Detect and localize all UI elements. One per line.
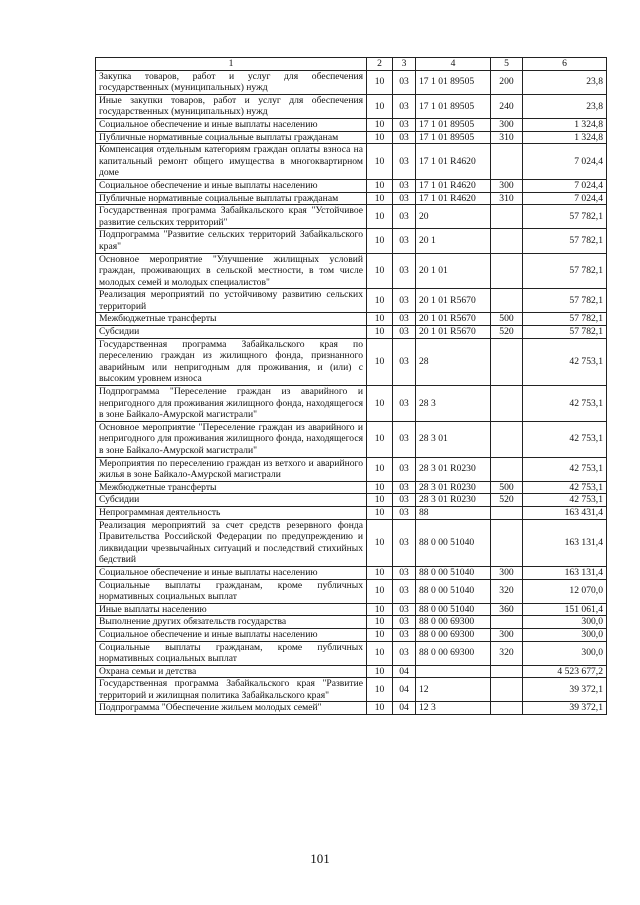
row-expense-type: 300: [491, 628, 523, 641]
row-expense-type: [491, 506, 523, 519]
row-amount: 163 431,4: [523, 506, 607, 519]
row-name: Закупка товаров, работ и услуг для обеспечения государственных (муниципальных) нужд: [96, 70, 367, 94]
row-expense-type: [491, 386, 523, 422]
row-name: Подпрограмма "Развитие сельских территорий Забайкальского края": [96, 229, 367, 253]
page-number: 101: [310, 851, 330, 866]
row-expense-type: [491, 702, 523, 715]
row-expense-type: 200: [491, 70, 523, 94]
row-name: Иные закупки товаров, работ и услуг для обеспечения государственных (муниципальных) нужд: [96, 94, 367, 118]
table-row: [96, 616, 607, 629]
row-section: 10: [367, 289, 393, 313]
row-section: 10: [367, 457, 393, 481]
row-target-article: 17 1 01 89505: [416, 118, 491, 131]
row-subsection: 03: [393, 641, 416, 665]
table-row: [96, 229, 607, 253]
row-target-article: 20 1 01 R5670: [416, 289, 491, 313]
row-name: Реализация мероприятий по устойчивому развитию сельских территорий: [96, 289, 367, 313]
row-amount: 42 753,1: [523, 386, 607, 422]
table-row: [96, 192, 607, 205]
row-name: Государственная программа Забайкальского края "Устойчивое развитие сельских территорий": [96, 205, 367, 229]
row-subsection: 03: [393, 628, 416, 641]
row-name: Основное мероприятие "Переселение граждан из аварийного и непригодного для проживания жилищного фонда, находящегося в зоне Байкало-Амурской магистрали": [96, 421, 367, 457]
row-amount: 151 061,4: [523, 603, 607, 616]
row-subsection: 03: [393, 421, 416, 457]
row-name: Социальное обеспечение и иные выплаты населению: [96, 179, 367, 192]
row-expense-type: 360: [491, 603, 523, 616]
header-col-4: 4: [416, 58, 491, 71]
table-row: [96, 205, 607, 229]
row-section: 10: [367, 421, 393, 457]
row-subsection: 03: [393, 229, 416, 253]
row-section: 10: [367, 603, 393, 616]
row-name: Компенсация отдельным категориям граждан оплаты взноса на капитальный ремонт общего имущества в многоквартирном доме: [96, 144, 367, 180]
row-expense-type: 520: [491, 494, 523, 507]
row-section: 10: [367, 229, 393, 253]
table-row: [96, 338, 607, 385]
row-section: 10: [367, 702, 393, 715]
row-amount: 42 753,1: [523, 494, 607, 507]
table-row: [96, 628, 607, 641]
table-row: [96, 678, 607, 702]
header-col-3: 3: [393, 58, 416, 71]
header-col-6: 6: [523, 58, 607, 71]
row-amount: 57 782,1: [523, 313, 607, 326]
table-row: [96, 70, 607, 94]
row-expense-type: [491, 678, 523, 702]
table-row: [96, 457, 607, 481]
row-amount: 42 753,1: [523, 338, 607, 385]
row-name: Публичные нормативные социальные выплаты гражданам: [96, 131, 367, 144]
row-amount: 12 070,0: [523, 579, 607, 603]
row-amount: 57 782,1: [523, 229, 607, 253]
row-name: Социальные выплаты гражданам, кроме публичных нормативных социальных выплат: [96, 579, 367, 603]
row-subsection: 04: [393, 702, 416, 715]
row-expense-type: [491, 616, 523, 629]
row-name: Социальное обеспечение и иные выплаты населению: [96, 628, 367, 641]
row-subsection: 03: [393, 313, 416, 326]
row-expense-type: [491, 289, 523, 313]
row-expense-type: 320: [491, 641, 523, 665]
row-name: Публичные нормативные социальные выплаты гражданам: [96, 192, 367, 205]
row-expense-type: 310: [491, 192, 523, 205]
row-name: Реализация мероприятий за счет средств резервного фонда Правительства Российской Федерации по предупреждению и ликвидации чрезвычайных ситуаций и последствий стихийных бедствий: [96, 519, 367, 566]
row-name: Подпрограмма "Переселение граждан из аварийного и непригодного для проживания жилищного фонда, находящегося в зоне Байкало-Амурской магистрали": [96, 386, 367, 422]
row-section: 10: [367, 678, 393, 702]
row-target-article: 20 1 01 R5670: [416, 313, 491, 326]
row-section: 10: [367, 131, 393, 144]
row-name: Социальное обеспечение и иные выплаты населению: [96, 118, 367, 131]
row-section: 10: [367, 338, 393, 385]
row-subsection: 03: [393, 616, 416, 629]
row-target-article: 88 0 00 51040: [416, 603, 491, 616]
table-row: [96, 313, 607, 326]
row-section: 10: [367, 616, 393, 629]
row-subsection: 03: [393, 94, 416, 118]
row-target-article: 88: [416, 506, 491, 519]
row-subsection: 03: [393, 494, 416, 507]
row-name: Государственная программа Забайкальского края по переселению граждан из жилищного фонда, признанного аварийным или непригодным для проживания, и (или) с высоким уровнем износа: [96, 338, 367, 385]
row-target-article: 12 3: [416, 702, 491, 715]
row-expense-type: [491, 338, 523, 385]
row-amount: 57 782,1: [523, 253, 607, 289]
row-target-article: 20: [416, 205, 491, 229]
row-section: 10: [367, 665, 393, 678]
row-expense-type: 240: [491, 94, 523, 118]
row-amount: 42 753,1: [523, 421, 607, 457]
table-row: [96, 566, 607, 579]
row-target-article: 28: [416, 338, 491, 385]
row-subsection: 04: [393, 678, 416, 702]
row-target-article: 28 3 01 R0230: [416, 494, 491, 507]
row-target-article: 17 1 01 89505: [416, 94, 491, 118]
table-row: [96, 326, 607, 339]
row-target-article: [416, 665, 491, 678]
row-target-article: 28 3 01: [416, 421, 491, 457]
row-subsection: 04: [393, 665, 416, 678]
row-expense-type: [491, 144, 523, 180]
table-row: [96, 494, 607, 507]
row-amount: 23,8: [523, 94, 607, 118]
table-header-row: [96, 58, 607, 71]
row-name: Социальное обеспечение и иные выплаты населению: [96, 566, 367, 579]
table-row: [96, 506, 607, 519]
row-section: 10: [367, 641, 393, 665]
header-col-2: 2: [367, 58, 393, 71]
row-expense-type: [491, 253, 523, 289]
row-subsection: 03: [393, 179, 416, 192]
row-target-article: 28 3: [416, 386, 491, 422]
row-amount: 42 753,1: [523, 457, 607, 481]
row-amount: 57 782,1: [523, 205, 607, 229]
row-section: 10: [367, 481, 393, 494]
row-amount: 7 024,4: [523, 192, 607, 205]
row-amount: 57 782,1: [523, 289, 607, 313]
row-subsection: 03: [393, 386, 416, 422]
row-subsection: 03: [393, 289, 416, 313]
row-target-article: 88 0 00 51040: [416, 519, 491, 566]
row-subsection: 03: [393, 603, 416, 616]
row-subsection: 03: [393, 338, 416, 385]
row-amount: 300,0: [523, 641, 607, 665]
row-section: 10: [367, 144, 393, 180]
row-expense-type: 310: [491, 131, 523, 144]
row-name: Выполнение других обязательств государства: [96, 616, 367, 629]
row-section: 10: [367, 519, 393, 566]
row-amount: 7 024,4: [523, 179, 607, 192]
row-name: Иные выплаты населению: [96, 603, 367, 616]
row-name: Непрограммная деятельность: [96, 506, 367, 519]
row-amount: 300,0: [523, 628, 607, 641]
row-section: 10: [367, 506, 393, 519]
row-target-article: 88 0 00 69300: [416, 641, 491, 665]
table-row: [96, 603, 607, 616]
row-target-article: 28 3 01 R0230: [416, 481, 491, 494]
row-expense-type: 300: [491, 566, 523, 579]
row-section: 10: [367, 628, 393, 641]
table-row: [96, 702, 607, 715]
row-expense-type: [491, 665, 523, 678]
row-section: 10: [367, 94, 393, 118]
row-expense-type: 500: [491, 481, 523, 494]
row-target-article: 17 1 01 89505: [416, 70, 491, 94]
row-expense-type: 500: [491, 313, 523, 326]
row-target-article: 88 0 00 69300: [416, 616, 491, 629]
row-expense-type: 300: [491, 179, 523, 192]
row-amount: 163 131,4: [523, 566, 607, 579]
table-row: [96, 641, 607, 665]
row-amount: 39 372,1: [523, 678, 607, 702]
row-expense-type: [491, 229, 523, 253]
row-expense-type: [491, 457, 523, 481]
row-target-article: 20 1 01: [416, 253, 491, 289]
row-amount: 57 782,1: [523, 326, 607, 339]
table-row: [96, 144, 607, 180]
row-section: 10: [367, 70, 393, 94]
row-subsection: 03: [393, 118, 416, 131]
row-target-article: 17 1 01 R4620: [416, 179, 491, 192]
row-amount: 39 372,1: [523, 702, 607, 715]
row-section: 10: [367, 179, 393, 192]
row-section: 10: [367, 205, 393, 229]
row-subsection: 03: [393, 326, 416, 339]
table-row: [96, 386, 607, 422]
row-name: Межбюджетные трансферты: [96, 313, 367, 326]
row-target-article: 17 1 01 89505: [416, 131, 491, 144]
row-amount: 23,8: [523, 70, 607, 94]
row-target-article: 88 0 00 51040: [416, 566, 491, 579]
row-subsection: 03: [393, 457, 416, 481]
row-target-article: 17 1 01 R4620: [416, 192, 491, 205]
row-section: 10: [367, 313, 393, 326]
row-amount: 300,0: [523, 616, 607, 629]
row-target-article: 17 1 01 R4620: [416, 144, 491, 180]
row-subsection: 03: [393, 506, 416, 519]
table-row: [96, 421, 607, 457]
row-expense-type: 520: [491, 326, 523, 339]
row-target-article: 20 1 01 R5670: [416, 326, 491, 339]
header-col-1: 1: [96, 58, 367, 71]
table-row: [96, 94, 607, 118]
row-subsection: 03: [393, 253, 416, 289]
row-subsection: 03: [393, 192, 416, 205]
table-row: [96, 179, 607, 192]
row-target-article: 20 1: [416, 229, 491, 253]
row-amount: 1 324,8: [523, 131, 607, 144]
row-expense-type: [491, 421, 523, 457]
table-row: [96, 481, 607, 494]
row-subsection: 03: [393, 519, 416, 566]
row-target-article: 12: [416, 678, 491, 702]
row-section: 10: [367, 386, 393, 422]
row-subsection: 03: [393, 481, 416, 494]
row-subsection: 03: [393, 579, 416, 603]
row-name: Субсидии: [96, 494, 367, 507]
row-amount: 7 024,4: [523, 144, 607, 180]
row-name: Государственная программа Забайкальского края "Развитие территорий и жилищная политика Забайкальского края": [96, 678, 367, 702]
row-name: Подпрограмма "Обеспечение жильем молодых семей": [96, 702, 367, 715]
row-target-article: 28 3 01 R0230: [416, 457, 491, 481]
row-section: 10: [367, 326, 393, 339]
row-amount: 42 753,1: [523, 481, 607, 494]
row-subsection: 03: [393, 144, 416, 180]
row-name: Социальные выплаты гражданам, кроме публичных нормативных социальных выплат: [96, 641, 367, 665]
header-col-5: 5: [491, 58, 523, 71]
table-row: [96, 118, 607, 131]
row-name: Основное мероприятие "Улучшение жилищных условий граждан, проживающих в сельской местности, в том числе молодых семей и молодых специалистов": [96, 253, 367, 289]
row-subsection: 03: [393, 70, 416, 94]
table-row: [96, 519, 607, 566]
table-row: [96, 131, 607, 144]
row-section: 10: [367, 494, 393, 507]
row-section: 10: [367, 566, 393, 579]
row-section: 10: [367, 192, 393, 205]
row-expense-type: 300: [491, 118, 523, 131]
row-name: Межбюджетные трансферты: [96, 481, 367, 494]
table-row: [96, 253, 607, 289]
row-amount: 1 324,8: [523, 118, 607, 131]
row-section: 10: [367, 118, 393, 131]
row-target-article: 88 0 00 51040: [416, 579, 491, 603]
budget-table: [95, 57, 607, 715]
row-name: Субсидии: [96, 326, 367, 339]
table-row: [96, 665, 607, 678]
row-section: 10: [367, 253, 393, 289]
row-subsection: 03: [393, 131, 416, 144]
row-name: Охрана семьи и детства: [96, 665, 367, 678]
row-name: Мероприятия по переселению граждан из ветхого и аварийного жилья в зоне Байкало-Амурской магистрали: [96, 457, 367, 481]
row-expense-type: 320: [491, 579, 523, 603]
row-expense-type: [491, 205, 523, 229]
table-row: [96, 579, 607, 603]
row-subsection: 03: [393, 566, 416, 579]
row-subsection: 03: [393, 205, 416, 229]
row-amount: 163 131,4: [523, 519, 607, 566]
table-row: [96, 289, 607, 313]
row-amount: 4 523 677,2: [523, 665, 607, 678]
table-body: [96, 70, 607, 714]
row-section: 10: [367, 579, 393, 603]
row-target-article: 88 0 00 69300: [416, 628, 491, 641]
row-expense-type: [491, 519, 523, 566]
